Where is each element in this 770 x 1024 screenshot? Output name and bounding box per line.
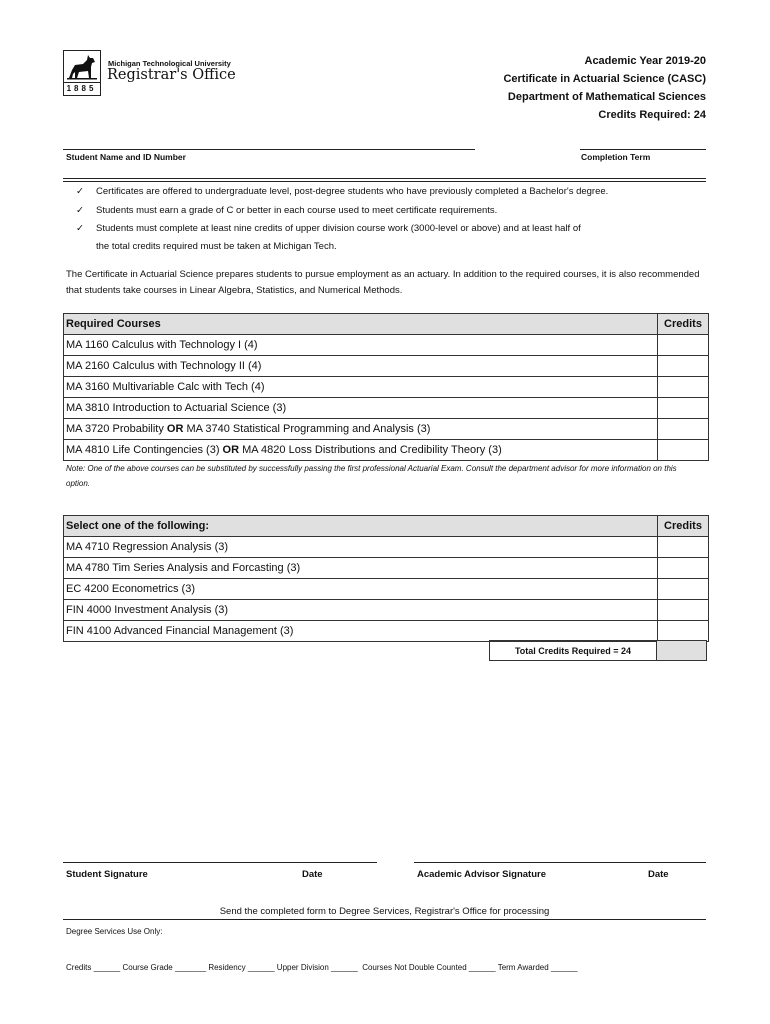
credits-required: Credits Required: 24	[598, 109, 706, 121]
table-row	[64, 558, 709, 579]
substitution-note: Note: One of the above courses can be substituted by successfully passing the first professional Actuarial Exam. Consult the department advisor for more information on this option.	[66, 464, 677, 488]
student-date-label: Date	[302, 869, 323, 880]
list-item: ✓ Students must complete at least nine credits of upper division course work (3000-level or above) and at least half of	[76, 223, 581, 234]
course-name: MA 1160 Calculus with Technology I (4)	[64, 335, 658, 356]
course-name: MA 3160 Multivariable Calc with Tech (4)	[64, 377, 658, 398]
course-name: FIN 4100 Advanced Financial Management (3)	[64, 621, 658, 642]
credits-heading: Credits	[658, 516, 709, 537]
degree-services-label: Degree Services Use Only:	[66, 927, 163, 936]
list-item-continuation: the total credits required must be taken at Michigan Tech.	[96, 241, 337, 252]
credits-cell[interactable]	[658, 335, 709, 356]
elective-courses-table	[63, 515, 709, 642]
degree-services-fields: Credits ______ Course Grade _______ Residency ______ Upper Division ______ Courses Not Double Counted ______ Term Awarded ______	[66, 963, 578, 972]
table-header-row	[64, 314, 709, 335]
course-name: FIN 4000 Investment Analysis (3)	[64, 600, 658, 621]
advisor-signature-line[interactable]	[414, 862, 706, 863]
table-row	[64, 419, 709, 440]
logo-office-name: Registrar's Office	[107, 67, 236, 83]
total-credits-row	[489, 640, 707, 661]
table-row	[64, 398, 709, 419]
course-name: MA 3720 Probability OR MA 3740 Statistical Programming and Analysis (3)	[64, 419, 658, 440]
table-row	[64, 537, 709, 558]
table-header-row	[64, 516, 709, 537]
student-signature-line[interactable]	[63, 862, 377, 863]
required-courses-heading: Required Courses	[64, 314, 658, 335]
checkmark-icon: ✓	[76, 186, 84, 197]
list-item: ✓ Certificates are offered to undergraduate level, post-degree students who have previously completed a Bachelor's degree.	[76, 186, 609, 197]
logo-university-name: Michigan Technological University	[108, 59, 231, 68]
checkmark-icon: ✓	[76, 205, 84, 216]
total-credits-label: Total Credits Required = 24	[490, 641, 657, 660]
course-name: MA 4810 Life Contingencies (3) OR MA 4820 Loss Distributions and Credibility Theory (3)	[64, 440, 658, 461]
course-name: MA 4780 Tim Series Analysis and Forcasting (3)	[64, 558, 658, 579]
academic-year: Academic Year 2019-20	[584, 55, 706, 67]
total-credits-cell[interactable]	[657, 641, 706, 660]
table-row	[64, 335, 709, 356]
divider	[63, 181, 706, 182]
list-item: ✓ Students must earn a grade of C or better in each course used to meet certificate requirements.	[76, 205, 498, 216]
student-name-line[interactable]	[63, 149, 475, 150]
credits-cell[interactable]	[658, 398, 709, 419]
department-name: Department of Mathematical Sciences	[507, 91, 706, 103]
description-paragraph: The Certificate in Actuarial Science prepares students to pursue employment as an actuary. In addition to the required courses, it is also recommended that students take courses in Linear Algebra, Statistics, and Numerical Methods.	[66, 269, 700, 296]
credits-cell[interactable]	[658, 419, 709, 440]
course-name: MA 3810 Introduction to Actuarial Science (3)	[64, 398, 658, 419]
divider	[63, 178, 706, 179]
completion-term-line[interactable]	[580, 149, 706, 150]
table-row	[64, 377, 709, 398]
advisor-date-label: Date	[648, 869, 669, 880]
course-name: MA 2160 Calculus with Technology II (4)	[64, 356, 658, 377]
certificate-title: Certificate in Actuarial Science (CASC)	[503, 73, 706, 85]
table-row	[64, 579, 709, 600]
table-row	[64, 600, 709, 621]
required-courses-table	[63, 313, 709, 461]
submission-instruction: Send the completed form to Degree Services, Registrar's Office for processing	[219, 906, 550, 917]
credits-cell[interactable]	[658, 621, 709, 642]
credits-cell[interactable]	[658, 600, 709, 621]
course-name: MA 4710 Regression Analysis (3)	[64, 537, 658, 558]
table-row	[64, 440, 709, 461]
credits-cell[interactable]	[658, 356, 709, 377]
credits-cell[interactable]	[658, 377, 709, 398]
student-name-label: Student Name and ID Number	[66, 152, 186, 162]
checkmark-icon: ✓	[76, 223, 84, 234]
husky-logo-icon	[64, 51, 100, 83]
student-signature-label: Student Signature	[66, 869, 148, 880]
credits-heading: Credits	[658, 314, 709, 335]
logo-year: 1885	[63, 82, 100, 94]
course-name: EC 4200 Econometrics (3)	[64, 579, 658, 600]
credits-cell[interactable]	[658, 537, 709, 558]
credits-cell[interactable]	[658, 558, 709, 579]
advisor-signature-label: Academic Advisor Signature	[417, 869, 546, 880]
completion-term-label: Completion Term	[581, 152, 651, 162]
table-row	[64, 356, 709, 377]
table-row	[64, 621, 709, 642]
credits-cell[interactable]	[658, 579, 709, 600]
elective-courses-heading: Select one of the following:	[64, 516, 658, 537]
divider	[63, 919, 706, 920]
credits-cell[interactable]	[658, 440, 709, 461]
